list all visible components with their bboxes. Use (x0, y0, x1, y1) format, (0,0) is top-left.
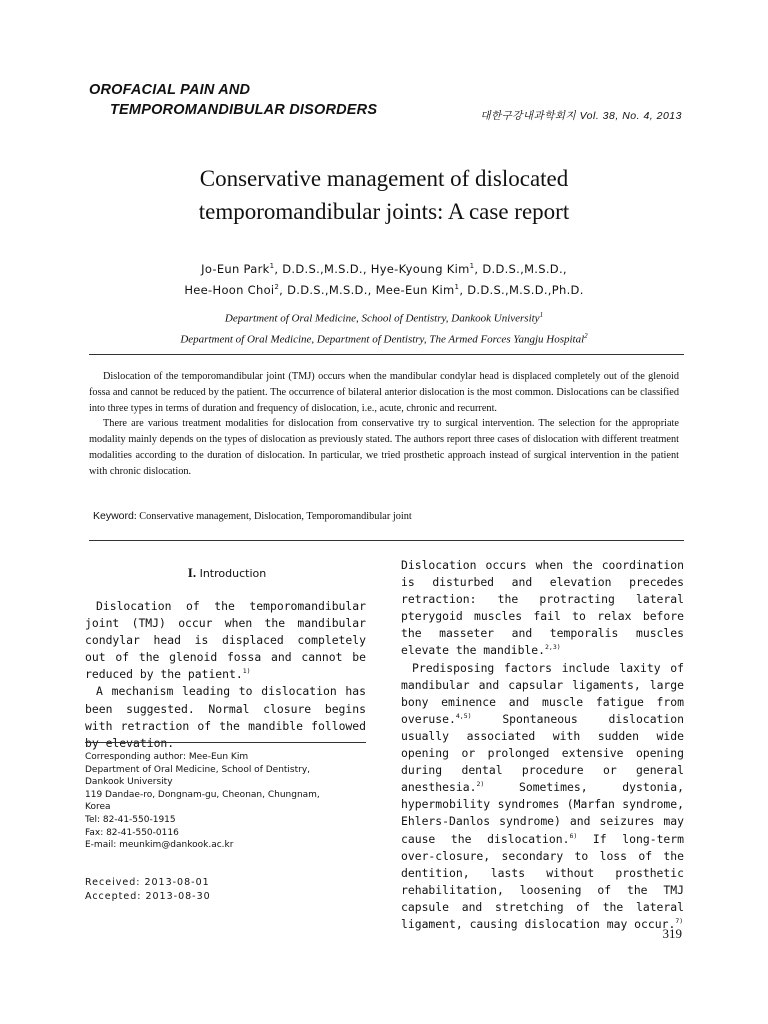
citation: 4,5) (455, 712, 472, 721)
received-date: Received: 2013-08-01 (85, 877, 210, 888)
abstract-top-rule (89, 354, 684, 355)
journal-name-line2: TEMPOROMANDIBULAR DISORDERS (110, 102, 378, 118)
correspondence-line: Korea (85, 802, 111, 813)
body-paragraph: Predisposing factors include laxity of mandibular and capsular ligaments, large bony eminence and muscle fatigue from overuse.$^{4,5)}$ Spontaneous dislocation usually associated with sudden wide opening or prolonged extensive opening during dental procedure or general anesthesia.$^{2)}$ Sometimes, dystonia, hypermobility syndromes (Marfan syndrome, Ehlers-Danlos syndrome) and seizures may cause the dislocation.$^{6)}$ If long-term over-closure, secondary to loss of the dentition, lasts without prosthetic rehabilitation, loosening of the TMJ capsule and stretching of the lateral ligament, causing dislocation may occur.$^{7)}$ (401, 660, 685, 931)
author-line-1 (0, 257, 768, 278)
body-paragraph: Dislocation occurs when the coordination is disturbed and elevation precedes retraction: the protracting lateral pterygoid muscles fail to relax before the masseter and temporalis muscles elevate the mandible.$^{2,3)}$ (401, 558, 684, 658)
correspondence-rule (85, 742, 366, 743)
abstract-paragraph-2: There are various treatment modalities for dislocation from conservative try to surgical intervention. The selection for the appropriate modality mainly depends on the types of dislocation as previously stated. The authors report three cases of dislocation with different treatment modalities according to the duration of dislocation. In particular, we tried prosthetic approach instead of surgical intervention in the patient with chronic dislocation. (89, 418, 679, 477)
author-degree: , D.D.S.,M.S.D., (474, 261, 567, 276)
citation: 6) (569, 831, 578, 840)
citation: 2) (476, 780, 485, 789)
correspondence-line: Tel: 82-41-550-1915 (85, 814, 176, 825)
left-column-body (85, 598, 366, 752)
author-degree: , D.D.S.,M.S.D.,Ph.D. (459, 282, 584, 297)
author-name: Jo-Eun Park (201, 261, 270, 276)
keyword-label: Keyword (93, 510, 134, 522)
author-affil-mark: 1 (269, 262, 275, 270)
author-name: Hee-Hoon Choi (184, 282, 275, 297)
body-paragraph: Dislocation of the temporomandibular joint (TMJ) occur when the mandibular condylar head is displaced completely out of the glenoid fossa and cannot be reduced by the patient.$^{1)}$ (85, 599, 366, 682)
section-heading-introduction (89, 565, 365, 581)
title-line-1: Conservative management of dislocated (199, 166, 569, 191)
page-number: 319 (662, 926, 682, 941)
author-affil-mark: 1 (469, 262, 475, 270)
right-column-body (401, 557, 684, 933)
abstract-bottom-rule (89, 540, 684, 541)
author-name: Hye-Kyoung Kim (370, 261, 470, 276)
citation: 2,3) (545, 643, 561, 652)
author-name: Mee-Eun Kim (375, 282, 455, 297)
correspondence-line: Dankook University (85, 777, 173, 788)
correspondence-line: 119 Dandae-ro, Dongnam-gu, Cheonan, Chungnam, (85, 789, 320, 800)
correspondence-line: Fax: 82-41-550-0116 (85, 827, 179, 838)
journal-issue: 대한구강내과학회지 Vol. 38, No. 4, 2013 (480, 110, 682, 122)
title-line-2: temporomandibular joints: A case report (198, 199, 570, 224)
author-list (0, 257, 768, 299)
author-degree: , D.D.S.,M.S.D., (274, 261, 371, 276)
citation: 1) (242, 667, 251, 676)
abstract-paragraph-1: Dislocation of the temporomandibular joint (TMJ) occurs when the mandibular condylar head is displaced completely out of the glenoid fossa and cannot be reduced by the patient. The occurrence of bilateral anterior dislocation is the most common. Dislocations can be classified into three types in terms of duration and frequency of dislocation, i.e., acute, chronic and recurrent. (89, 371, 679, 414)
correspondence-block (85, 751, 366, 852)
keyword-text: : Conservative management, Dislocation, Temporomandibular joint (133, 511, 412, 522)
corresponding-author: Corresponding author: Mee-Eun Kim (85, 752, 249, 762)
affiliation-2: Department of Oral Medicine, Department of Dentistry, The Armed Forces Yangju Hospital$^2$ (180, 331, 588, 346)
correspondence-line: Department of Oral Medicine, School of Dentistry, (85, 764, 311, 775)
affiliations (0, 307, 768, 348)
abstract (89, 369, 679, 480)
accepted-date: Accepted: 2013-08-30 (85, 891, 211, 902)
journal-name-line1: OROFACIAL PAIN AND (89, 82, 251, 98)
correspondence-email: E-mail: meunkim@dankook.ac.kr (85, 840, 234, 851)
article-title (0, 162, 768, 228)
author-affil-mark: 1 (454, 282, 460, 291)
author-degree: , D.D.S.,M.S.D., (279, 282, 376, 297)
keywords (93, 510, 412, 522)
author-affil-mark: 2 (274, 282, 280, 291)
author-line-2 (0, 278, 768, 299)
citation: 7) (675, 917, 684, 926)
section-title: Introduction (196, 567, 267, 580)
article-dates (85, 876, 211, 904)
body-paragraph: A mechanism leading to dislocation has been suggested. Normal closure begins with retraction of the mandible followed by elevation. (85, 684, 366, 750)
section-number: I. (187, 565, 197, 580)
affiliation-1: Department of Oral Medicine, School of Dentistry, Dankook University$^1$ (224, 311, 544, 325)
